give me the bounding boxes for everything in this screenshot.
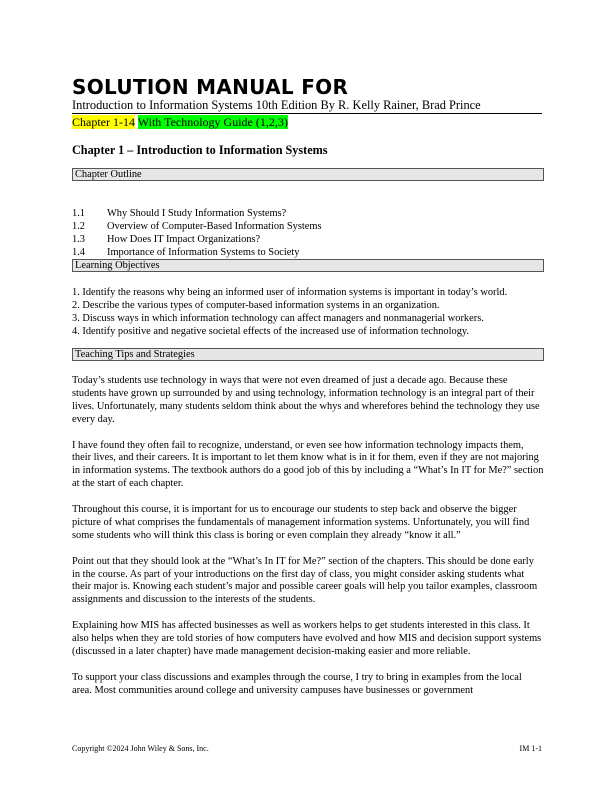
footer-page-number: IM 1-1 (519, 744, 542, 753)
learning-objectives-list (72, 286, 544, 338)
chapter-range-highlight-yellow: Chapter 1-14 (72, 115, 135, 129)
tips-paragraph: Explaining how MIS has affected businesses as well as workers helps to get students interested in this class. It also helps when they are told stories of how computers have evolved and how MIS and decision support systems (discussed in a later chapter) have made management decision-making easier and more reliable. (72, 620, 542, 657)
objective-item: 2. Describe the various types of computer-based information systems in an organization. (72, 300, 440, 311)
tips-paragraph: Today’s students use technology in ways that were not even dreamed of just a decade ago. Because these students have grown up surrounded by and using technology, information technology is an integral part of their lives. Unfortunately, many students seldom think about the whys and wherefores behind the technology they use every day. (72, 375, 540, 425)
section-header-objectives: Learning Objectives (72, 259, 544, 272)
teaching-tips-body (72, 375, 544, 710)
chapter-range (72, 115, 288, 129)
tips-paragraph: To support your class discussions and examples through the course, I try to bring in examples from the local area. Most communities around college and university campuses have businesses or government (72, 671, 522, 696)
document-subtitle: Introduction to Information Systems 10th Edition By R. Kelly Rainer, Brad Prince (72, 98, 481, 112)
tips-paragraph: I have found they often fail to recognize, understand, or even see how information technology impacts them, their lives, and their careers. It is important to let them know what is in it for them, even if they are not majoring in information systems. The textbook authors do a good job of this by including a “What’s In IT for Me?” section at the start of each chapter. (72, 439, 544, 490)
chapter-range-highlight-green: With Technology Guide (1,2,3) (137, 115, 288, 129)
title-rule (72, 113, 542, 114)
outline-item: 1.4 Importance of Information Systems to Society (72, 247, 300, 258)
chapter-heading: Chapter 1 – Introduction to Information Systems (72, 143, 328, 157)
chapter-outline-list (72, 207, 322, 259)
objective-item: 3. Discuss ways in which information technology can affect managers and nonmanagerial workers. (72, 313, 484, 324)
objective-item: 4. Identify positive and negative societal effects of the increased use of information technology. (72, 326, 470, 337)
outline-item: 1.3 How Does IT Impact Organizations? (72, 234, 261, 245)
tips-paragraph: Point out that they should look at the “What’s In IT for Me?” section of the chapters. This should be done early in the course. As part of your introductions on the first day of class, you might consider asking students what their major is. Knowing each student’s major and possible career goals will help you tailor examples, classroom assignments and discussion to the interests of the students. (72, 555, 538, 606)
objective-item: 1. Identify the reasons why being an informed user of information systems is important in today’s world. (72, 287, 508, 298)
document-title: SOLUTION MANUAL FOR (72, 75, 349, 99)
document-page (72, 0, 542, 792)
section-header-tips: Teaching Tips and Strategies (72, 348, 544, 361)
section-header-outline: Chapter Outline (72, 168, 544, 181)
tips-paragraph: Throughout this course, it is important for us to encourage our students to step back and observe the bigger picture of what comprises the fundamentals of management information systems. Unfortunately, you will find some students who will think this class is boring or even complain they already “know it all.” (72, 504, 530, 541)
outline-item: 1.2 Overview of Computer-Based Information Systems (72, 221, 322, 232)
outline-item: 1.1 Why Should I Study Information Systems? (72, 208, 287, 219)
footer-copyright: Copyright ©2024 John Wiley & Sons, Inc. (72, 744, 209, 753)
